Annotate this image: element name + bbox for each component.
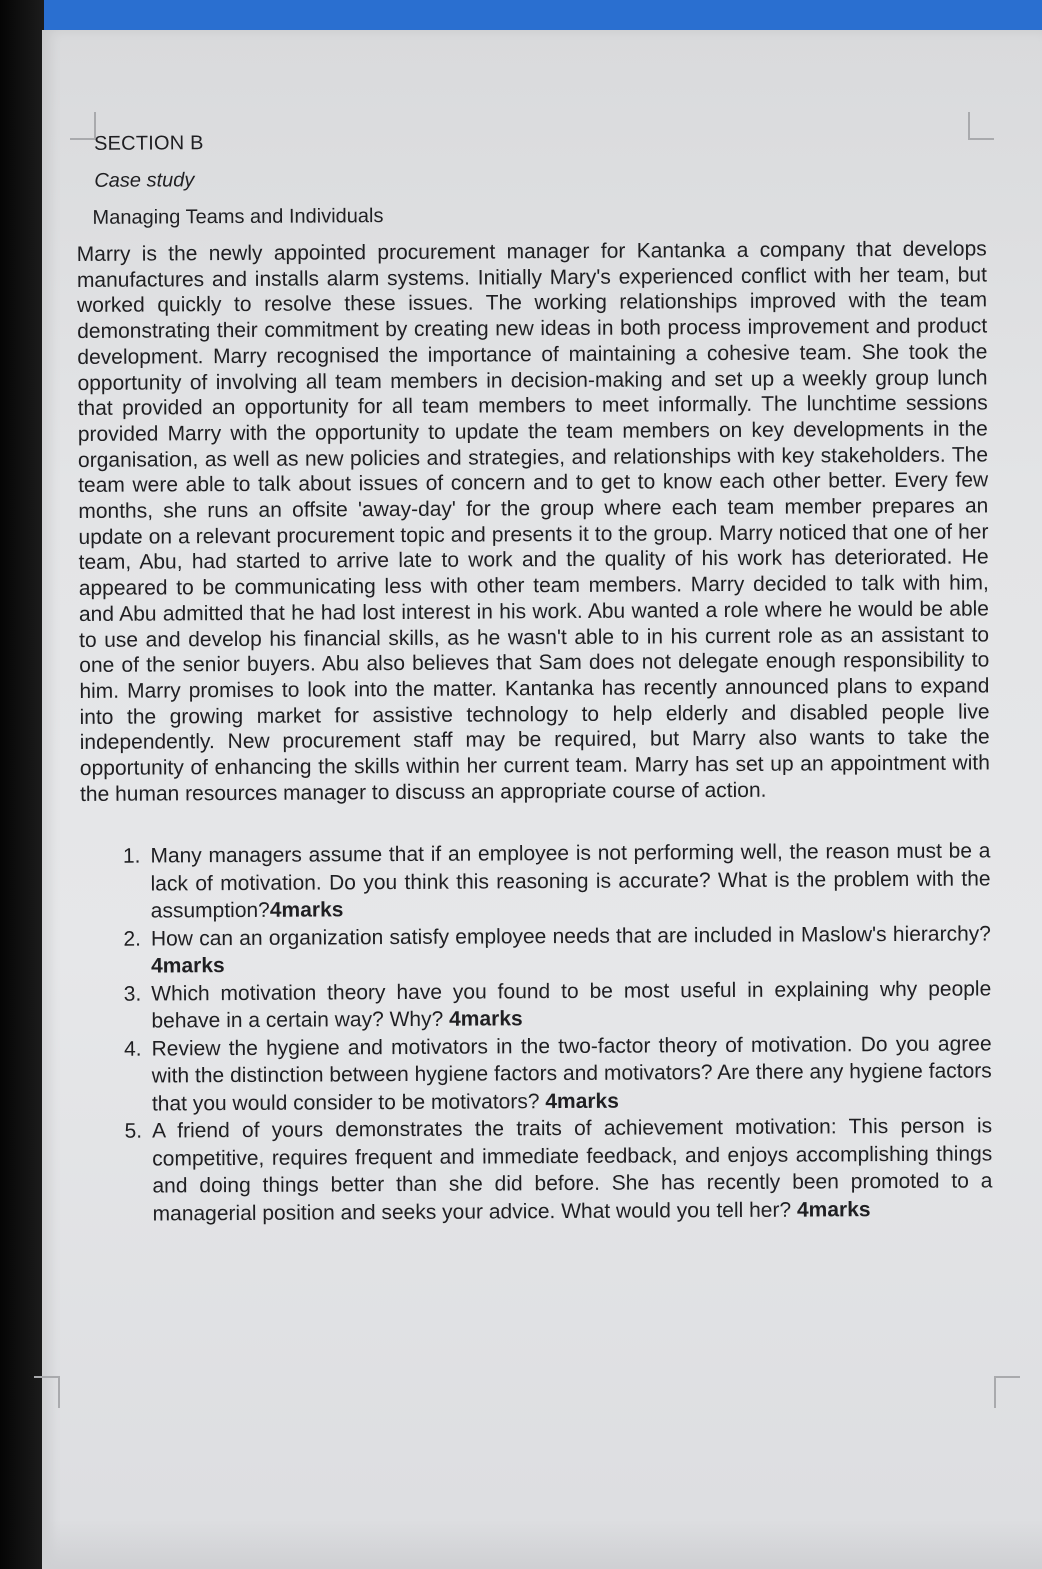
document-content — [72, 127, 993, 1228]
page-bottom-shade — [42, 1520, 1042, 1569]
question-prompt: How can an organization satisfy employee needs that are included in Maslow's hierarchy? — [150, 922, 991, 951]
case-study-label: Case study — [94, 169, 195, 192]
question-marks: 4marks — [151, 954, 225, 979]
case-study-body: Marry is the newly appointed procurement manager for Kantanka a company that develops manufactures and installs alarm systems. Initially Mary's experienced conflict with her team, but worked quickly to resolve these issues. The working relationships improved with the team demonstrating their commitment by creating new ideas in both process improvement and product development. Marry recognised the importance of maintaining a cohesive team. She took the opportunity of involving all team members in decision-making and set up a weekly group lunch that provided an opportunity for all team members to meet informally. The lunchtime sessions provided Marry with the opportunity to update the team members on key developments in the organisation, as well as new policies and strategies, and relationships with key stakeholders. The team were able to talk about issues of concern and to get to know each other better. Every few months, she runs an offsite 'away-day' for the group where each team member prepares an update on a relevant procurement topic and presents it to the group. Marry noticed that one of her team, Abu, had started to arrive late to work and the quality of his work has deteriorated. He appeared to be communicating less with other team members. Marry decided to talk with him, and Abu admitted that he had lost interest in his work. Abu wanted a role where he would be able to use and develop his financial skills, as he wasn't able to in his current role as an assistant to one of the senior buyers. Abu also believes that Sam does not delegate enough responsibility to him. Marry promises to look into the matter. Kantanka has recently announced plans to expand into the growing market for assistive technology to help elderly and disabled people live independently. New procurement staff may be required, but Marry also wants to take the opportunity of enhancing the skills within her current team. Marry has set up an appointment with the human resources manager to discuss an appropriate course of action. — [76, 237, 990, 806]
question-list — [76, 838, 992, 1229]
question-text — [151, 975, 991, 1035]
question-marks: 4marks — [796, 1198, 871, 1222]
question-prompt: Review the hygiene and motivators in the two-factor theory of motivation. Do you agree with the distinction between hygiene factors and motivators? Are there any hygiene factors that you would consider to be motivators? — [151, 1032, 992, 1116]
device-bezel — [0, 0, 44, 1569]
crop-mark-bottom-right — [994, 1376, 1020, 1408]
case-study-title: Managing Teams and Individuals — [92, 205, 384, 229]
question-prompt: Which motivation theory have you found to be most useful in explaining why people behave in a certain way? Why? — [151, 977, 992, 1033]
top-app-bar — [0, 0, 1042, 30]
question-text — [152, 1113, 993, 1228]
question-item — [77, 920, 991, 981]
question-number: 1. — [122, 845, 141, 869]
crop-mark-bottom-left — [34, 1376, 60, 1408]
section-heading: SECTION B — [93, 132, 204, 155]
question-text — [150, 838, 990, 926]
question-prompt: A friend of yours demonstrates the traits of achievement motivation: This person is competitive, requires frequent and immediate feedback, and enjoys accomplishing things and doing things better than she did before. She has recently been promoted to a managerial position and seeks your advice. What would you tell her? — [152, 1114, 993, 1226]
question-number: 5. — [124, 1120, 143, 1144]
question-number: 3. — [123, 982, 142, 1006]
question-item — [77, 975, 991, 1036]
question-text — [151, 920, 991, 980]
question-marks: 4marks — [449, 1007, 523, 1032]
question-number: 4. — [124, 1037, 142, 1061]
question-item — [76, 838, 990, 926]
question-text — [152, 1030, 992, 1118]
question-item — [78, 1030, 992, 1118]
question-item — [78, 1113, 993, 1229]
question-marks: 4marks — [545, 1089, 619, 1114]
question-number: 2. — [123, 927, 141, 951]
question-prompt: Many managers assume that if an employee is not performing well, the reason must be a lack of motivation. Do you think this reasoning is accurate? What is the problem with the assumption? — [150, 839, 991, 924]
question-marks: 4marks — [269, 898, 344, 923]
